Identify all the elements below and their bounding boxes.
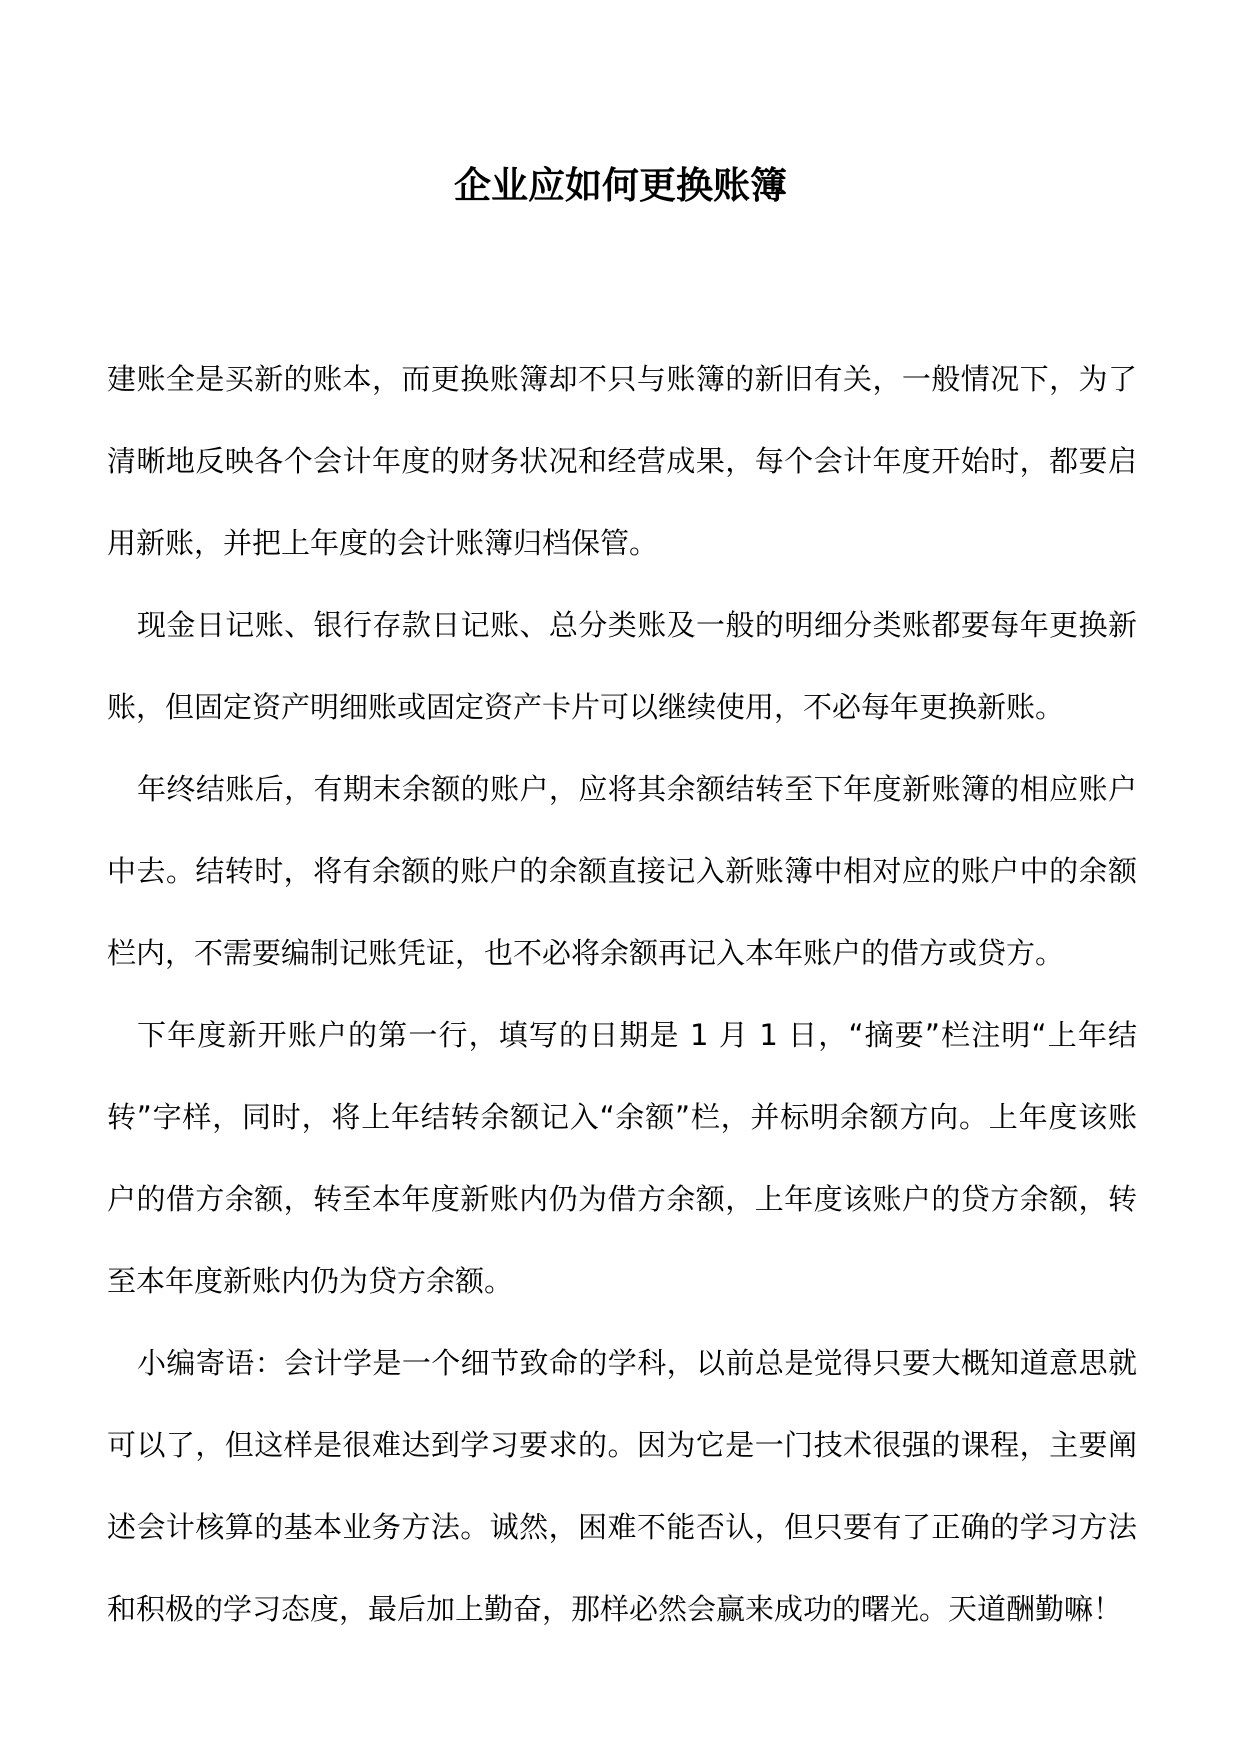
document-title: 企业应如何更换账簿 [454,163,787,207]
document-body [107,338,1137,1650]
paragraph-year-end-closing: 年终结账后，有期末余额的账户，应将其余额结转至下年度新账簿的相应账户中去。结转时，将有余额的账户的余额直接记入新账簿中相对应的账户中的余额栏内，不需要编制记账凭证，也不必将余额再记入本年账户的借方或贷方。 [107,772,1137,970]
paragraph-intro: 建账全是买新的账本，而更换账簿却不只与账簿的新旧有关，一般情况下，为了清晰地反映各个会计年度的财务状况和经营成果，每个会计年度开始时，都要启用新账，并把上年度的会计账簿归档保管。 [107,362,1137,560]
paragraph-new-account-entry: 下年度新开账户的第一行，填写的日期是 1 月 1 日，“摘要”栏注明“上年结转”字样，同时，将上年结转余额记入“余额”栏，并标明余额方向。上年度该账户的借方余额，转至本年度新账内仍为借方余额，上年度该账户的贷方余额，转至本年度新账内仍为贷方余额。 [107,1018,1137,1298]
paragraph-ledgers: 现金日记账、银行存款日记账、总分类账及一般的明细分类账都要每年更换新账，但固定资产明细账或固定资产卡片可以继续使用，不必每年更换新账。 [107,608,1137,724]
paragraph-editor-note: 小编寄语：会计学是一个细节致命的学科，以前总是觉得只要大概知道意思就可以了，但这样是很难达到学习要求的。因为它是一门技术很强的课程，主要阐述会计核算的基本业务方法。诚然，困难不能否认，但只要有了正确的学习方法和积极的学习态度，最后加上勤奋，那样必然会赢来成功的曙光。天道酬勤嘛！ [107,1346,1137,1626]
